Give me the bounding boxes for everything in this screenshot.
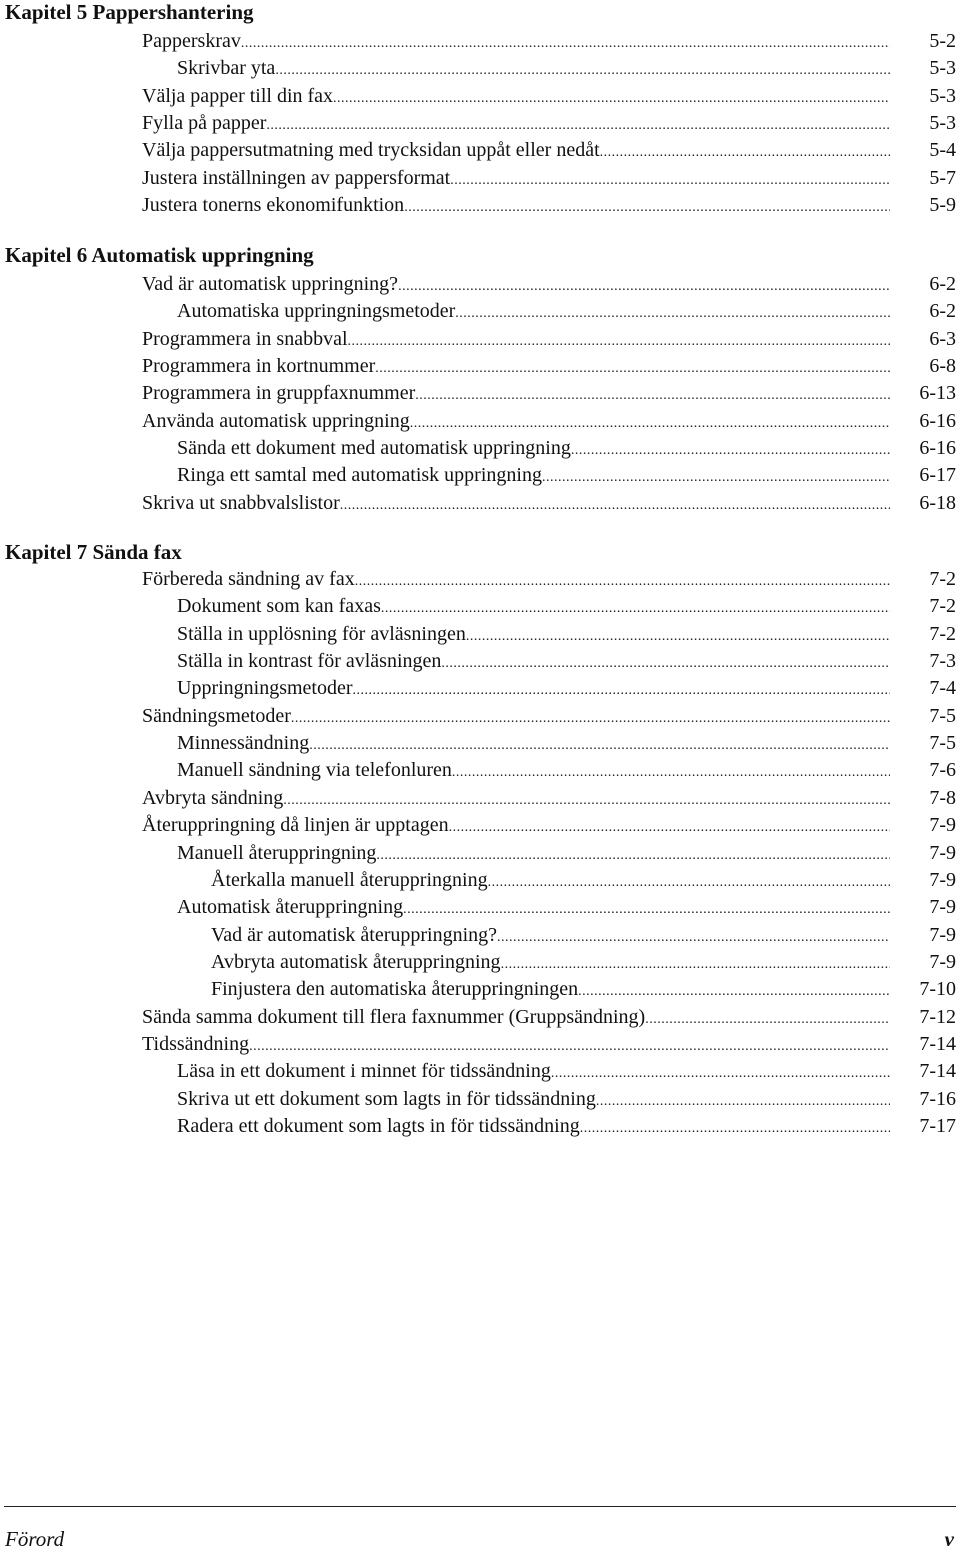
toc-entry[interactable]: [177, 675, 956, 702]
toc-entry-page: 6-17: [919, 464, 956, 486]
dot-leader: [266, 112, 890, 139]
toc-entry-page: 5-3: [929, 85, 956, 107]
toc-entry-label: Välja pappersutmatning med trycksidan uppåt eller nedåt: [142, 139, 600, 161]
toc-entry[interactable]: [142, 490, 956, 517]
toc-entry[interactable]: [177, 648, 956, 675]
toc-entry-page: 7-9: [929, 842, 956, 864]
toc-entry-page: 7-9: [929, 896, 956, 918]
chapter-heading: Kapitel 6 Automatisk uppringning: [5, 243, 314, 267]
toc-entry-page: 7-3: [929, 650, 956, 672]
dot-leader: [398, 273, 890, 300]
toc-entry[interactable]: [142, 83, 956, 110]
dot-leader: [375, 355, 890, 382]
toc-entry[interactable]: [211, 976, 956, 1003]
toc-entry-page: 6-8: [929, 355, 956, 377]
toc-entry[interactable]: [177, 435, 956, 462]
toc-entry-label: Programmera in kortnummer: [142, 355, 376, 377]
toc-entry-page: 5-3: [929, 112, 956, 134]
toc-entry[interactable]: [177, 1086, 956, 1113]
toc-entry-label: Programmera in snabbval: [142, 328, 348, 350]
toc-entry-page: 6-18: [919, 492, 956, 514]
toc-entry-label: Manuell återuppringning: [177, 842, 377, 864]
dot-leader: [466, 623, 890, 650]
toc-entry[interactable]: [142, 353, 956, 380]
dot-leader: [645, 1006, 890, 1033]
toc-entry-label: Dokument som kan faxas: [177, 595, 381, 617]
toc-entry-label: Återkalla manuell återuppringning: [211, 869, 488, 891]
toc-entry-label: Minnessändning: [177, 732, 310, 754]
dot-leader: [571, 437, 890, 464]
toc-entry-label: Papperskrav: [142, 30, 241, 52]
toc-entry[interactable]: [142, 785, 956, 812]
toc-entry-label: Avbryta sändning: [142, 787, 284, 809]
toc-entry-label: Skrivbar yta: [177, 57, 276, 79]
toc-entry[interactable]: [177, 894, 956, 921]
dot-leader: [488, 869, 890, 896]
toc-entry[interactable]: [142, 1004, 956, 1031]
toc-entry-page: 6-13: [919, 382, 956, 404]
toc-entry[interactable]: [177, 757, 956, 784]
toc-entry[interactable]: [177, 462, 956, 489]
dot-leader: [249, 1033, 890, 1060]
toc-entry[interactable]: [142, 110, 956, 137]
toc-entry-page: 5-7: [929, 167, 956, 189]
dot-leader: [450, 167, 890, 194]
toc-entry-page: 7-4: [929, 677, 956, 699]
toc-entry-page: 7-5: [929, 705, 956, 727]
toc-entry[interactable]: [177, 621, 956, 648]
toc-entry-label: Sändningsmetoder: [142, 705, 291, 727]
toc-entry-page: 6-16: [919, 437, 956, 459]
toc-entry[interactable]: [142, 408, 956, 435]
toc-entry-page: 7-2: [929, 595, 956, 617]
toc-entry[interactable]: [211, 949, 956, 976]
toc-entry-page: 7-8: [929, 787, 956, 809]
toc-entry[interactable]: [142, 812, 956, 839]
dot-leader: [455, 300, 890, 327]
toc-entry[interactable]: [177, 730, 956, 757]
toc-entry-page: 7-12: [919, 1006, 956, 1028]
dot-leader: [348, 328, 891, 355]
dot-leader: [340, 492, 890, 519]
dot-leader: [501, 951, 890, 978]
dot-leader: [415, 382, 890, 409]
toc-entry[interactable]: [142, 326, 956, 353]
dot-leader: [333, 85, 890, 112]
toc-entry[interactable]: [177, 55, 956, 82]
toc-entry-label: Återuppringning då linjen är upptagen: [142, 814, 449, 836]
dot-leader: [497, 924, 890, 951]
toc-entry-page: 7-6: [929, 759, 956, 781]
toc-entry-label: Vad är automatisk uppringning?: [142, 273, 399, 295]
toc-entry-label: Ställa in upplösning för avläsningen: [177, 623, 466, 645]
toc-entry-label: Programmera in gruppfaxnummer: [142, 382, 416, 404]
dot-leader: [551, 1060, 890, 1087]
toc-entry[interactable]: [177, 1058, 956, 1085]
toc-entry-page: 7-9: [929, 951, 956, 973]
toc-entry-label: Skriva ut ett dokument som lagts in för tidssändning: [177, 1088, 596, 1110]
toc-entry-label: Radera ett dokument som lagts in för tidssändning: [177, 1115, 580, 1137]
toc-entry-label: Använda automatisk uppringning: [142, 410, 410, 432]
toc-entry-page: 5-3: [929, 57, 956, 79]
toc-entry-page: 7-9: [929, 924, 956, 946]
chapter-heading: Kapitel 5 Pappershantering: [5, 0, 254, 24]
toc-entry[interactable]: [142, 271, 956, 298]
toc-entry[interactable]: [142, 137, 956, 164]
dot-leader: [355, 568, 890, 595]
toc-entry-label: Sända ett dokument med automatisk uppringning: [177, 437, 571, 459]
toc-entry-page: 5-9: [929, 194, 956, 216]
footer-page-number: v: [944, 1527, 954, 1551]
toc-entry[interactable]: [142, 1031, 956, 1058]
dot-leader: [578, 978, 890, 1005]
toc-entry-label: Ringa ett samtal med automatisk uppringning: [177, 464, 542, 486]
toc-entry[interactable]: [142, 192, 956, 219]
toc-entry-label: Avbryta automatisk återuppringning: [211, 951, 501, 973]
toc-entry-label: Fylla på papper: [142, 112, 267, 134]
toc-entry-label: Justera tonerns ekonomifunktion: [142, 194, 405, 216]
toc-entry-label: Tidssändning: [142, 1033, 250, 1055]
toc-entry-label: Uppringningsmetoder: [177, 677, 353, 699]
dot-leader: [403, 896, 890, 923]
toc-entry-label: Automatisk återuppringning: [177, 896, 404, 918]
dot-leader: [600, 139, 890, 166]
toc-entry-page: 5-2: [929, 30, 956, 52]
toc-entry[interactable]: [177, 298, 956, 325]
dot-leader: [404, 194, 890, 221]
toc-entry-label: Justera inställningen av pappersformat: [142, 167, 451, 189]
toc-entry[interactable]: [211, 922, 956, 949]
toc-entry[interactable]: [142, 28, 956, 55]
toc-entry-page: 5-4: [929, 139, 956, 161]
dot-leader: [291, 705, 890, 732]
toc-entry[interactable]: [211, 867, 956, 894]
toc-entry-label: Läsa in ett dokument i minnet för tidssändning: [177, 1060, 551, 1082]
toc-entry-page: 6-16: [919, 410, 956, 432]
toc-entry-label: Sända samma dokument till flera faxnummer (Gruppsändning): [142, 1006, 646, 1028]
toc-entry-page: 7-5: [929, 732, 956, 754]
toc-entry-label: Förbereda sändning av fax: [142, 568, 355, 590]
toc-entry-label: Automatiska uppringningsmetoder: [177, 300, 456, 322]
toc-entry-page: 6-3: [929, 328, 956, 350]
dot-leader: [542, 464, 890, 491]
toc-entry-label: Vad är automatisk återuppringning?: [211, 924, 498, 946]
footer-section-title: Förord: [5, 1527, 65, 1551]
dot-leader: [580, 1115, 890, 1142]
toc-entry[interactable]: [142, 165, 956, 192]
dot-leader: [452, 759, 890, 786]
dot-leader: [241, 30, 890, 57]
toc-entry[interactable]: [177, 1113, 956, 1140]
toc-entry-label: Välja papper till din fax: [142, 85, 334, 107]
toc-entry[interactable]: [142, 380, 956, 407]
toc-entry-page: 6-2: [929, 273, 956, 295]
chapter-heading: Kapitel 7 Sända fax: [5, 540, 182, 564]
toc-entry-page: 6-2: [929, 300, 956, 322]
toc-entry-label: Manuell sändning via telefonluren: [177, 759, 452, 781]
footer-divider: [4, 1506, 956, 1507]
toc-entry-page: 7-9: [929, 869, 956, 891]
dot-leader: [381, 595, 890, 622]
toc-entry-page: 7-14: [919, 1033, 956, 1055]
toc-entry-page: 7-16: [919, 1088, 956, 1110]
toc-entry-page: 7-2: [929, 623, 956, 645]
dot-leader: [410, 410, 890, 437]
toc-entry-page: 7-14: [919, 1060, 956, 1082]
toc-entry-page: 7-9: [929, 814, 956, 836]
dot-leader: [596, 1088, 890, 1115]
toc-entry-label: Ställa in kontrast för avläsningen: [177, 650, 442, 672]
dot-leader: [449, 814, 890, 841]
dot-leader: [283, 787, 890, 814]
dot-leader: [441, 650, 890, 677]
dot-leader: [376, 842, 890, 869]
toc-entry[interactable]: [142, 566, 956, 593]
toc-entry[interactable]: [177, 840, 956, 867]
toc-entry-label: Skriva ut snabbvalslistor: [142, 492, 340, 514]
dot-leader: [353, 677, 890, 704]
toc-entry[interactable]: [142, 703, 956, 730]
toc-entry-page: 7-10: [919, 978, 956, 1000]
toc-entry-page: 7-17: [919, 1115, 956, 1137]
toc-entry-page: 7-2: [929, 568, 956, 590]
dot-leader: [309, 732, 890, 759]
toc-entry[interactable]: [177, 593, 956, 620]
dot-leader: [275, 57, 890, 84]
toc-entry-label: Finjustera den automatiska återuppringningen: [211, 978, 579, 1000]
